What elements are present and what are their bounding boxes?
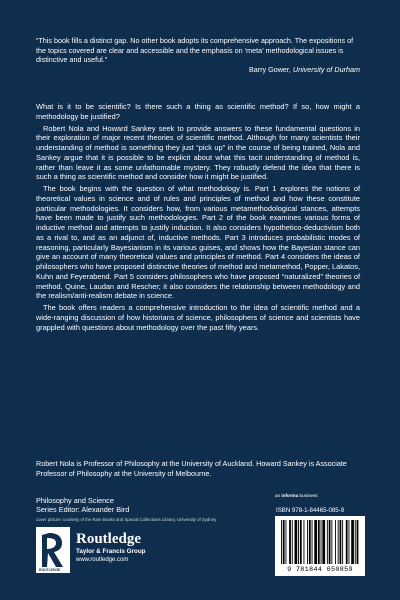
routledge-logo-icon <box>36 527 70 573</box>
barcode-bars-icon <box>281 520 359 564</box>
series-editor: Series Editor: Alexander Bird <box>36 505 130 515</box>
barcode-number: 9 781844 650859 <box>287 566 353 574</box>
author-bio: Robert Nola is Professor of Philosophy at the University of Auckland. Howard Sankey is Associate Professor of Philosophy at the University of Melbourne. <box>36 459 347 478</box>
endorsement-quote <box>36 36 360 74</box>
logo-text: ROUTLEDGE <box>39 568 61 572</box>
description-paragraph-3: The book begins with the question of what methodology is. Part 1 explores the notions of theoretical values in science and of rules and principles of method and how these constitute particular methodologies. It considers how, from various metamethodological stances, attempts have been made to justify such methodologies. Part 2 of the book examines various forms of inductive method and attempts to justify induction. It also considers hypothetico-deductivism both as a rival to, and as an adjunct of, inductive methods. Part 3 introduces probabilistic modes of reasoning, particularly Bayesianism in its various guises, and shows how the Bayesian stance can give an account of many theoretical values and principles of method. Part 4 considers the ideas of philosophers who have proposed distinctive theories of method and metamethod, Popper, Lakatos, Kuhn and Feyerabend. Part 5 considers philosophers who have proposed “naturalized” theories of method, Quine, Laudan and Rescher; it also considers the relationship between methodology and the realism/anti-realism debate in science. <box>36 184 360 301</box>
publisher-name: Routledge <box>76 531 141 547</box>
series-info <box>36 496 129 514</box>
quote-attribution <box>36 65 360 75</box>
informa-business-label <box>275 493 318 498</box>
publisher-url: www.routledge.com <box>76 557 129 563</box>
description-paragraph-1: What is it to be scientific? Is there such a thing as scientific method? If so, how might a methodology be justified? <box>36 102 360 121</box>
publisher-block <box>36 527 196 573</box>
cover-credit: cover picture: courtesy of the Rare Books and Special Collections Library, University of Sydney <box>36 517 217 522</box>
book-description <box>36 102 360 334</box>
informa-brand: informa <box>281 493 299 498</box>
quote-affiliation: University of Durham <box>292 64 360 74</box>
description-paragraph-4: The book offers readers a comprehensive introduction to the idea of scientific method and a wide-ranging discussion of how historians of science, philosophers of science and scientists have grappled with questions about methodology over the past fifty years. <box>36 303 360 332</box>
informa-suffix: business <box>299 493 318 498</box>
description-paragraph-2: Robert Nola and Howard Sankey seek to provide answers to these fundamental questions in their exploration of major recent theories of scientific method. Although for many scientists their understanding of method is something they just “pick up” in the course of being trained, Nola and Sankey argue that it is possible to be explicit about what this tacit understanding of method is, rather than leave it as some unfathomable mystery. They robustly defend the idea that there is such a thing as scientific method and consider how it might be justified. <box>36 123 360 182</box>
publisher-group: Taylor & Francis Group <box>76 548 146 555</box>
informa-prefix: an <box>275 493 281 498</box>
isbn-barcode <box>275 516 365 576</box>
series-name: Philosophy and Science <box>36 496 114 505</box>
quote-text: “This book fills a distinct gap. No other book adopts its comprehensive approach. The expositions of the topics covered are clear and accessible and the emphasis on ‘meta’ methodological issues is distinctive and useful.” <box>36 36 354 65</box>
isbn-label: ISBN 978-1-84465-085-9 <box>276 507 345 514</box>
quote-author: Barry Gower, <box>248 64 291 74</box>
